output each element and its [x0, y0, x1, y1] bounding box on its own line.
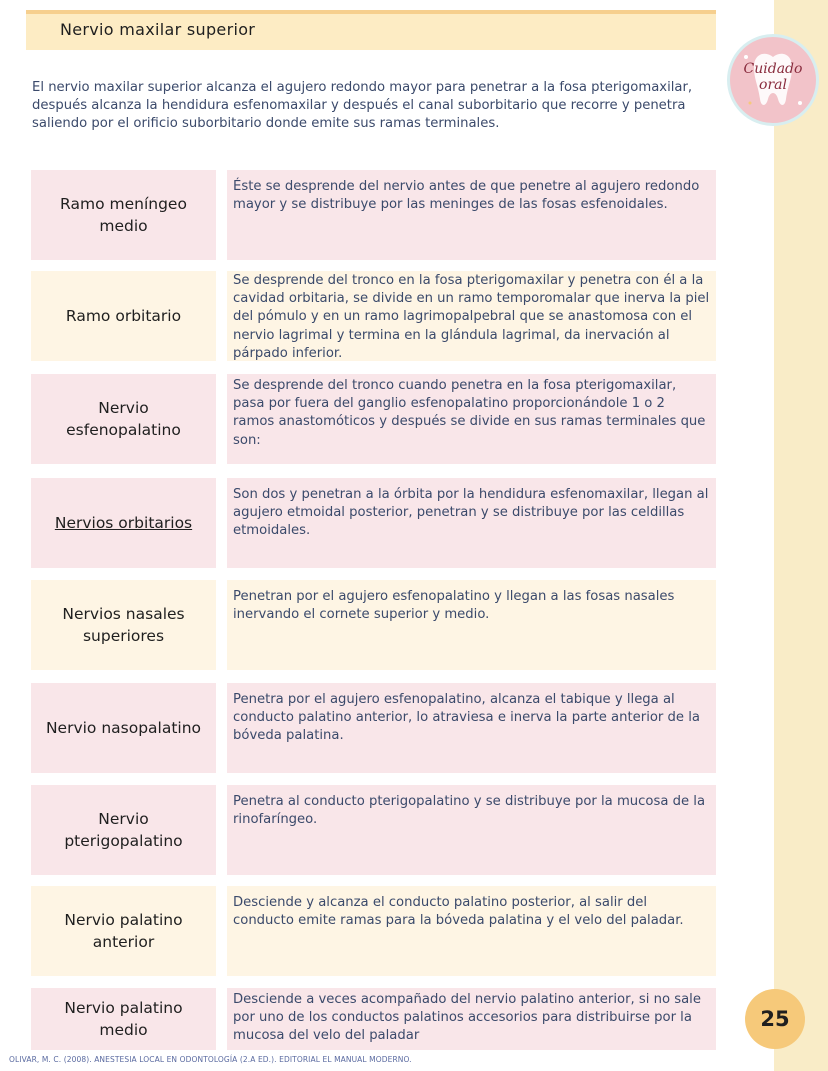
row-description: Penetra al conducto pterigopalatino y se distribuye por la mucosa de la rinofaríngeo. [227, 785, 716, 875]
row-description: Desciende a veces acompañado del nervio palatino anterior, si no sale por uno de los conductos palatinos accesorios para distribuirse por la mucosa del velo del paladar [227, 988, 716, 1050]
row-label: Nervio pterigopalatino [31, 785, 216, 875]
row-label: Nervio nasopalatino [31, 683, 216, 773]
logo-text-line1: Cuidado [743, 61, 803, 77]
section-title: Nervio maxilar superior [60, 20, 256, 39]
row-label: Nervio esfenopalatino [31, 374, 216, 464]
logo-text [730, 61, 816, 93]
row-description: Se desprende del tronco en la fosa pterigomaxilar y penetra con él a la cavidad orbitaria, se divide en un ramo temporomalar que inerva la piel del pómulo y en un ramo lagrimopalpebral que se anastomosa con el nervio lagrimal y termina en la glándula lagrimal, da inervación al párpado inferior. [227, 271, 716, 361]
right-decorative-strip [774, 0, 828, 1071]
intro-paragraph: El nervio maxilar superior alcanza el agujero redondo mayor para penetrar a la fosa pterigomaxilar, después alcanza la hendidura esfenomaxilar y después el canal suborbitario que recorre y penetra saliendo por el orificio suborbitario donde emite sus ramas terminales. [32, 80, 693, 131]
row-label: Nervios orbitarios [31, 478, 216, 568]
row-label: Ramo meníngeo medio [31, 170, 216, 260]
row-description: Penetra por el agujero esfenopalatino, alcanza el tabique y llega al conducto palatino anterior, lo atraviesa e inerva la parte anterior de la bóveda palatina. [227, 683, 716, 773]
row-description: Se desprende del tronco cuando penetra en la fosa pterigomaxilar, pasa por fuera del ganglio esfenopalatino proporcionándole 1 o 2 ramos anastomóticos y después se divide en sus ramas terminales que son: [227, 374, 716, 464]
row-description: Son dos y penetran a la órbita por la hendidura esfenomaxilar, llegan al agujero etmoidal posterior, penetran y se distribuye por las celdillas etmoidales. [227, 478, 716, 568]
citation-footer: OLIVAR, M. C. (2008). ANESTESIA LOCAL EN ODONTOLOGÍA (2.A ED.). EDITORIAL EL MANUAL MODERNO. [9, 1055, 412, 1064]
section-header [26, 10, 716, 50]
row-description: Éste se desprende del nervio antes de que penetre al agujero redondo mayor y se distribuye por las meninges de las fosas esfenoidales. [227, 170, 716, 260]
logo-text-line2: oral [759, 77, 787, 93]
row-label: Ramo orbitario [31, 271, 216, 361]
cuidado-oral-logo [727, 34, 819, 126]
row-description: Penetran por el agujero esfenopalatino y llegan a las fosas nasales inervando el cornete superior y medio. [227, 580, 716, 670]
row-description: Desciende y alcanza el conducto palatino posterior, al salir del conducto emite ramas para la bóveda palatina y el velo del paladar. [227, 886, 716, 976]
page-number: 25 [745, 989, 805, 1049]
row-label: Nervio palatino anterior [31, 886, 216, 976]
row-label: Nervios nasales superiores [31, 580, 216, 670]
row-label: Nervio palatino medio [31, 988, 216, 1050]
